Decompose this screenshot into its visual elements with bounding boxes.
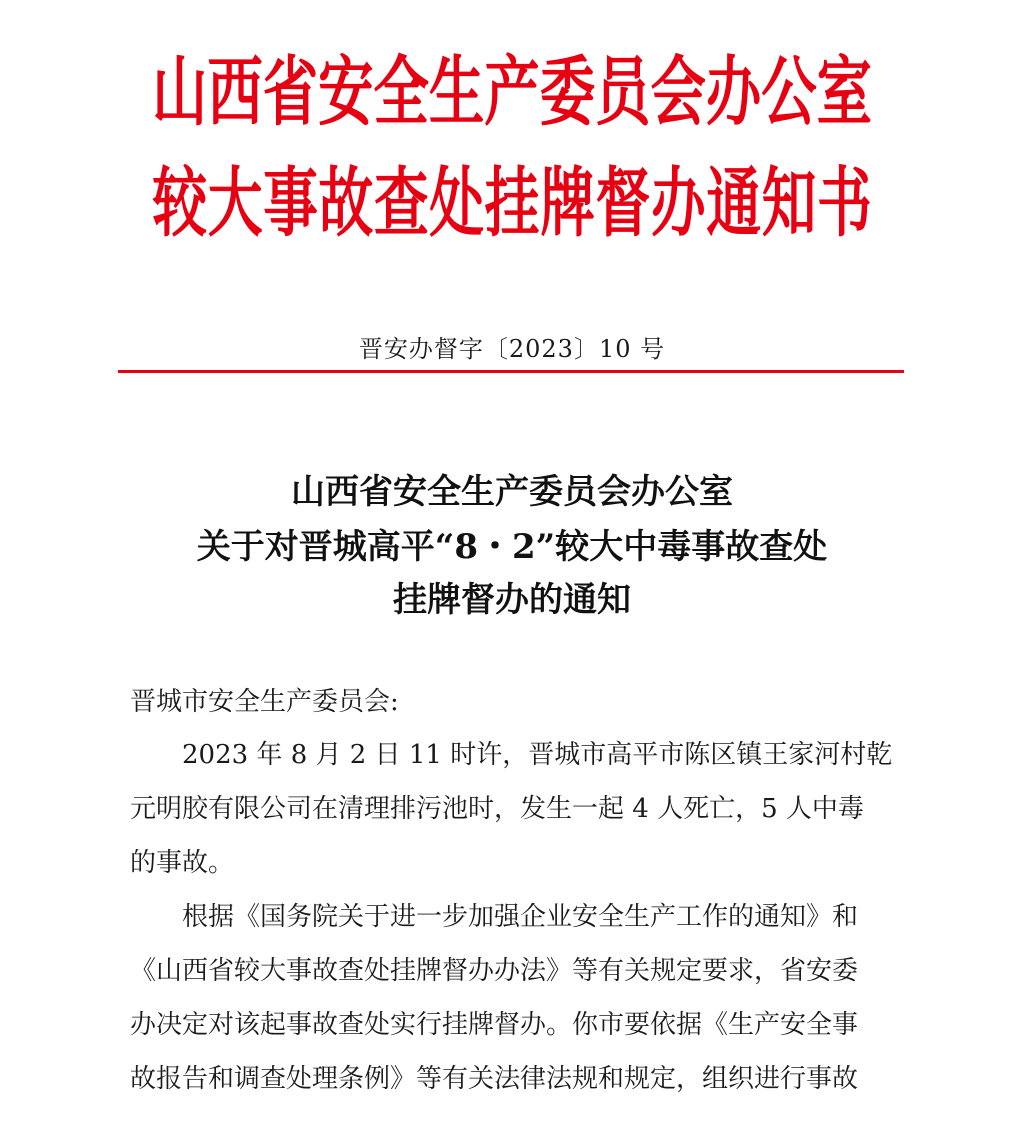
paragraph-2-line-4: 故报告和调查处理条例》等有关法律法规和规定，组织进行事故 <box>130 1064 859 1094</box>
paragraph-2-line-3: 办决定对该起事故查处实行挂牌督办。你市要依据《生产安全事 <box>130 1010 859 1040</box>
document-heading-line-1: 山西省安全生产委员会办公室 <box>291 472 733 512</box>
document-heading-line-3: 挂牌督办的通知 <box>393 580 631 620</box>
document-heading-line-2: 关于对晋城高平“8・2”较大中毒事故查处 <box>196 527 828 567</box>
salutation: 晋城市安全生产委员会: <box>130 687 399 717</box>
paragraph-1-line-1: 2023 年 8 月 2 日 11 时许，晋城市高平市陈区镇王家河村乾 <box>182 740 893 770</box>
paragraph-2-line-1: 根据《国务院关于进一步加强企业安全生产工作的通知》和 <box>182 902 859 932</box>
paragraph-2-line-2: 《山西省较大事故查处挂牌督办办法》等有关规定要求，省安委 <box>130 956 859 986</box>
red-header-title-line-2: 较大事故查处挂牌督办通知书 <box>152 157 872 248</box>
paragraph-1-line-3: 的事故。 <box>130 848 235 878</box>
paragraph-1-line-2: 元明胶有限公司在清理排污池时，发生一起 4 人死亡，5 人中毒 <box>130 794 864 824</box>
document-number: 晋安办督字〔2023〕10 号 <box>358 335 666 363</box>
red-header-title-line-1: 山西省安全生产委员会办公室 <box>152 46 872 137</box>
red-divider-line <box>118 370 904 373</box>
